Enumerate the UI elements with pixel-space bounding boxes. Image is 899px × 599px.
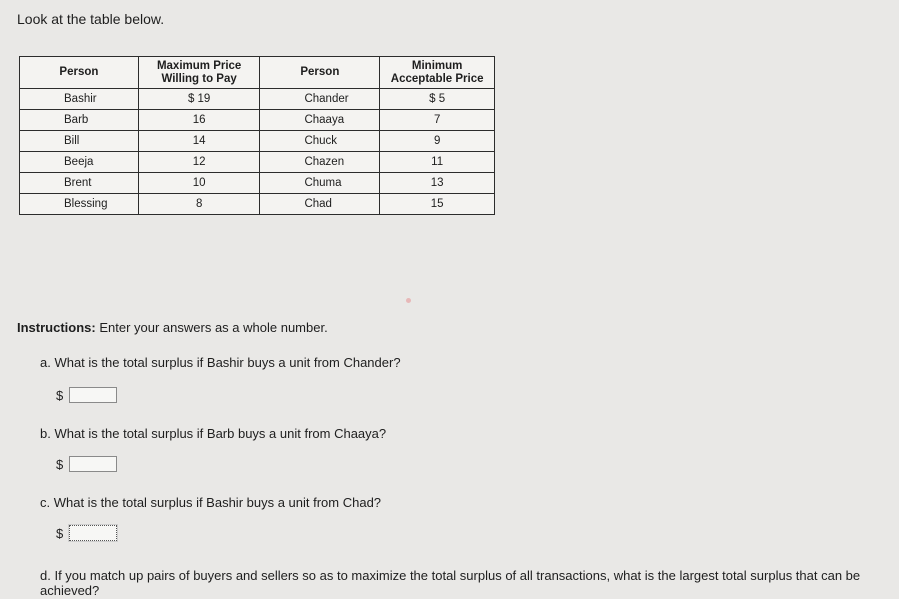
- table-row: [20, 89, 495, 110]
- seller-name: Chuma: [260, 173, 380, 194]
- buyer-max-price: 12: [138, 152, 260, 173]
- seller-name: Chad: [260, 194, 380, 215]
- seller-min-price: $ 5: [380, 89, 495, 110]
- table-header-row: [20, 57, 495, 89]
- seller-min-price: 13: [380, 173, 495, 194]
- table-row: [20, 152, 495, 173]
- seller-name: Chander: [260, 89, 380, 110]
- question-a: a. What is the total surplus if Bashir buys a unit from Chander?: [40, 355, 401, 370]
- buyer-name: Brent: [20, 173, 139, 194]
- seller-min-price: 7: [380, 110, 495, 131]
- cursor-marker-icon: [406, 298, 411, 303]
- buyer-name: Bashir: [20, 89, 139, 110]
- intro-text: Look at the table below.: [17, 11, 165, 27]
- table-row: [20, 194, 495, 215]
- seller-min-price: 15: [380, 194, 495, 215]
- answer-a-input[interactable]: [69, 387, 117, 403]
- seller-name: Chazen: [260, 152, 380, 173]
- seller-name: Chuck: [260, 131, 380, 152]
- question-d: d. If you match up pairs of buyers and sellers so as to maximize the total surplus of all transactions, what is the largest total surplus that can be achieved?: [40, 568, 861, 598]
- currency-symbol: $: [56, 456, 64, 472]
- seller-min-price: 11: [380, 152, 495, 173]
- question-c: c. What is the total surplus if Bashir buys a unit from Chad?: [40, 495, 382, 510]
- buyer-max-price: 10: [138, 173, 260, 194]
- table-row: [20, 110, 495, 131]
- currency-symbol: $: [56, 525, 64, 541]
- buyer-name: Bill: [20, 131, 139, 152]
- answer-b-input[interactable]: [69, 456, 117, 472]
- buyer-name: Blessing: [20, 194, 139, 215]
- header-min-price: Minimum Acceptable Price: [380, 57, 495, 89]
- instructions-label: Instructions:: [17, 320, 96, 335]
- currency-symbol: $: [56, 387, 64, 403]
- table-row: [20, 173, 495, 194]
- instructions: [17, 320, 328, 335]
- header-max-price: Maximum Price Willing to Pay: [138, 57, 260, 89]
- table-row: [20, 131, 495, 152]
- seller-min-price: 9: [380, 131, 495, 152]
- answer-c-input[interactable]: [69, 525, 117, 541]
- seller-name: Chaaya: [260, 110, 380, 131]
- buyer-max-price: 8: [138, 194, 260, 215]
- buyer-name: Beeja: [20, 152, 139, 173]
- price-table: [19, 56, 495, 215]
- header-person-seller: Person: [260, 57, 380, 89]
- buyer-name: Barb: [20, 110, 139, 131]
- buyer-max-price: 16: [138, 110, 260, 131]
- answer-b: [56, 456, 117, 472]
- instructions-text: Enter your answers as a whole number.: [95, 320, 328, 335]
- answer-a: [56, 387, 117, 403]
- answer-c: [56, 525, 117, 541]
- question-b: b. What is the total surplus if Barb buys a unit from Chaaya?: [40, 426, 387, 441]
- buyer-max-price: 14: [138, 131, 260, 152]
- buyer-max-price: $ 19: [138, 89, 260, 110]
- header-person-buyer: Person: [20, 57, 139, 89]
